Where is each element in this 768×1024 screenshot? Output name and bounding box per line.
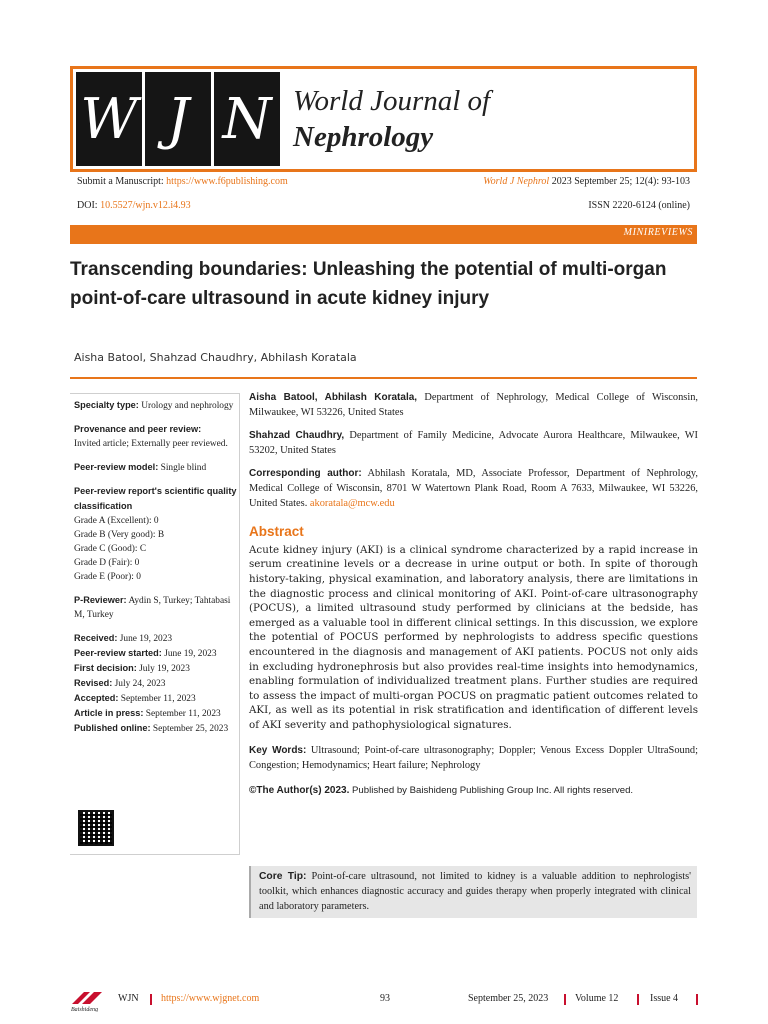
specialty-label: Specialty type: [74, 400, 139, 410]
reviewer-block [74, 593, 239, 622]
date-accepted: Accepted: September 11, 2023 [74, 693, 196, 704]
footer-divider [564, 994, 566, 1005]
footer-divider [150, 994, 152, 1005]
page-footer [70, 988, 700, 1014]
date-in-press: Article in press: September 11, 2023 [74, 708, 221, 719]
footer-issue: Issue 4 [650, 993, 679, 1004]
author-list: Aisha Batool, Shahzad Chaudhry, Abhilash Koratala [74, 351, 357, 364]
provenance-label: Provenance and peer review: [74, 424, 202, 434]
provenance-block [74, 422, 239, 451]
svg-text:Baishideng: Baishideng [71, 1007, 98, 1012]
title-line1: Transcending boundaries: Unleashing the potential of multi-organ [70, 259, 667, 280]
submit-label: Submit a Manuscript: [77, 176, 164, 187]
specialty-value: Urology and nephrology [141, 401, 234, 411]
grade-item: Grade D (Fair): 0 [74, 558, 140, 568]
corresponding-author: Corresponding author: Abhilash Koratala, MD, Associate Professor, Department of Nephrology, Medical College of Wisconsin, 8701 W Watertown Plank Road, Room A 7633, Milwaukee, WI 53226, United States. akoratala@mcw.edu [249, 468, 699, 509]
article-title [70, 255, 697, 313]
footer-volume: Volume 12 [575, 993, 619, 1004]
main-column [249, 391, 698, 807]
abstract-heading: Abstract [249, 524, 304, 540]
footer-journal: WJN [118, 993, 139, 1004]
article-info-sidebar [70, 393, 240, 855]
keywords: Key Words: Ultrasound; Point-of-care ultrasonography; Doppler; Venous Excess Doppler UltraSound; Congestion; Hemodynamics; Heart failure; Nephrology [249, 745, 698, 772]
grade-item: Grade A (Excellent): 0 [74, 516, 159, 526]
provenance-value: Invited article; Externally peer reviewed. [74, 439, 228, 449]
grade-item: Grade C (Good): C [74, 544, 147, 554]
reviewer-value: Aydin S, Turkey; Tahtabasi M, Turkey [74, 596, 231, 620]
journal-banner [70, 66, 697, 172]
affiliation-2: Shahzad Chaudhry, Department of Family Medicine, Advocate Aurora Healthcare, Milwaukee, WI 53202, United States [249, 430, 698, 456]
logo-letter-w: W [76, 72, 142, 166]
submit-line [77, 176, 288, 187]
quality-label: Peer-review report's scientific quality classification [74, 486, 237, 511]
footer-divider [696, 994, 698, 1005]
footer-date: September 25, 2023 [468, 993, 549, 1004]
core-tip-text: Point-of-care ultrasound, not limited to kidney is a valuable addition to nephrologists' toolkit, which enhances diagnostic accuracy and guides therapy when properly integrated with clinical and laboratory parameters. [259, 871, 691, 912]
affiliation-1: Aisha Batool, Abhilash Koratala, Department of Nephrology, Medical College of Wisconsin, Milwaukee, WI 53226, United States [249, 392, 698, 418]
journal-name-line2: Nephrology [293, 121, 434, 153]
page-number: 93 [380, 993, 390, 1004]
logo-letter-j: J [145, 72, 211, 166]
date-received: Received: June 19, 2023 [74, 633, 173, 644]
date-revised: Revised: July 24, 2023 [74, 678, 166, 689]
doi-line [77, 200, 191, 211]
abstract-text: Acute kidney injury (AKI) is a clinical syndrome characterized by a rapid increase in serum creatinine levels or a decrease in urine output or both. In spite of thorough history-taking, physical examination, and laboratory analysis, there are limitations in the diagnostic process and clinical monitoring of AKI. Point-of-care ultrasonography (POCUS), a limited ultrasound study performed by clinicians at the bedside, has emerged as a valuable tool in different clinical settings. In this discussion, we explore the potential of POCUS performed by nephrologists to address specific questions encountered in the diagnosis and management of AKI patients. POCUS not only aids in excluding hydronephrosis but also provides real-time insights into hemodynamics, enabling formulation of individualized treatment plans. Further studies are required to assess the impact of multi-organ POCUS on pragmatic patient outcomes related to AKI, as well as its potential in risk stratification and identification of different levels of AKI severity and pathophysiological signatures. [249, 543, 698, 731]
journal-name-line1: World Journal of [293, 85, 491, 117]
issn: ISSN 2220-6124 (online) [588, 200, 690, 211]
orange-divider [70, 377, 697, 379]
submit-link[interactable]: https://www.f6publishing.com [166, 176, 288, 187]
copyright-notice: ©The Author(s) 2023. Published by Baishideng Publishing Group Inc. All rights reserved. [249, 784, 634, 796]
specialty-block [74, 398, 239, 413]
quality-block [74, 484, 239, 584]
model-block [74, 460, 239, 475]
baishideng-logo-icon [70, 988, 106, 1012]
author-email-link[interactable]: akoratala@mcw.edu [309, 497, 395, 509]
citation-line [483, 176, 690, 187]
doi-link[interactable]: 10.5527/wjn.v12.i4.93 [100, 200, 191, 211]
core-tip-label: Core Tip: [259, 871, 307, 882]
model-value: Single blind [160, 463, 207, 473]
footer-url-link[interactable]: https://www.wjgnet.com [161, 993, 260, 1004]
reviewer-label: P-Reviewer: [74, 595, 127, 605]
qr-code-icon[interactable] [78, 810, 114, 846]
title-line2: point-of-care ultrasound in acute kidney injury [70, 288, 490, 309]
citation-rest: 2023 September 25; 12(4): 93-103 [551, 176, 690, 187]
logo-letter-n: N [214, 72, 280, 166]
date-first-decision: First decision: July 19, 2023 [74, 663, 190, 674]
footer-divider [637, 994, 639, 1005]
section-label: MINIREVIEWS [623, 227, 693, 238]
section-bar [70, 225, 697, 244]
grade-item: Grade B (Very good): B [74, 530, 165, 540]
citation-journal: World J Nephrol [483, 176, 550, 187]
grade-item: Grade E (Poor): 0 [74, 572, 141, 582]
date-published: Published online: September 25, 2023 [74, 723, 229, 734]
model-label: Peer-review model: [74, 462, 159, 472]
core-tip-box [249, 866, 697, 918]
doi-label: DOI: [77, 200, 98, 211]
date-peer-review-started: Peer-review started: June 19, 2023 [74, 648, 217, 659]
